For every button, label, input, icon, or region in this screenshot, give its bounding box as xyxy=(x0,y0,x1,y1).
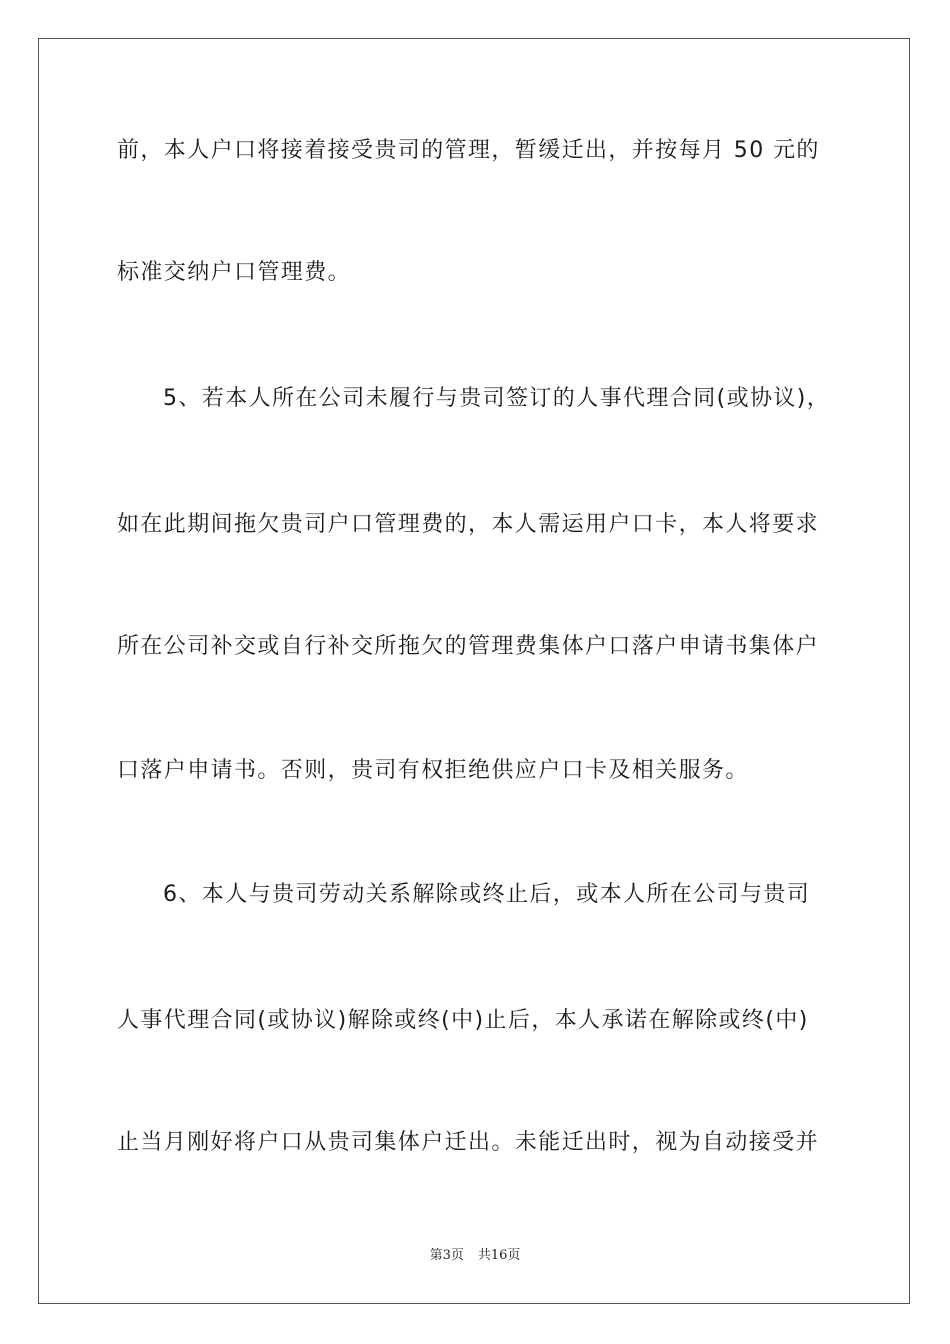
page-border xyxy=(38,38,910,1304)
page-total: 共16页 xyxy=(477,1248,521,1263)
page-number: 第3页 xyxy=(429,1248,464,1263)
paragraph-line: 5、若本人所在公司未履行与贵司签订的人事代理合同(或协议)， xyxy=(163,386,831,411)
paragraph-line: 前，本人户口将接着接受贵司的管理，暂缓迁出，并按每月 50 元的 xyxy=(117,138,820,163)
paragraph-line: 所在公司补交或自行补交所拖欠的管理费集体户口落户申请书集体户 xyxy=(117,634,820,659)
paragraph-line: 如在此期间拖欠贵司户口管理费的，本人需运用户口卡，本人将要求 xyxy=(117,512,820,537)
paragraph-line: 口落户申请书。否则，贵司有权拒绝供应户口卡及相关服务。 xyxy=(117,758,749,783)
paragraph-line: 标准交纳户口管理费。 xyxy=(117,260,352,285)
page-footer xyxy=(0,1247,950,1265)
paragraph-line: 止当月刚好将户口从贵司集体户迁出。未能迁出时，视为自动接受并 xyxy=(117,1130,820,1155)
paragraph-line: 6、本人与贵司劳动关系解除或终止后，或本人所在公司与贵司 xyxy=(163,882,811,907)
paragraph-line: 人事代理合同(或协议)解除或终(中)止后，本人承诺在解除或终(中) xyxy=(117,1008,809,1033)
